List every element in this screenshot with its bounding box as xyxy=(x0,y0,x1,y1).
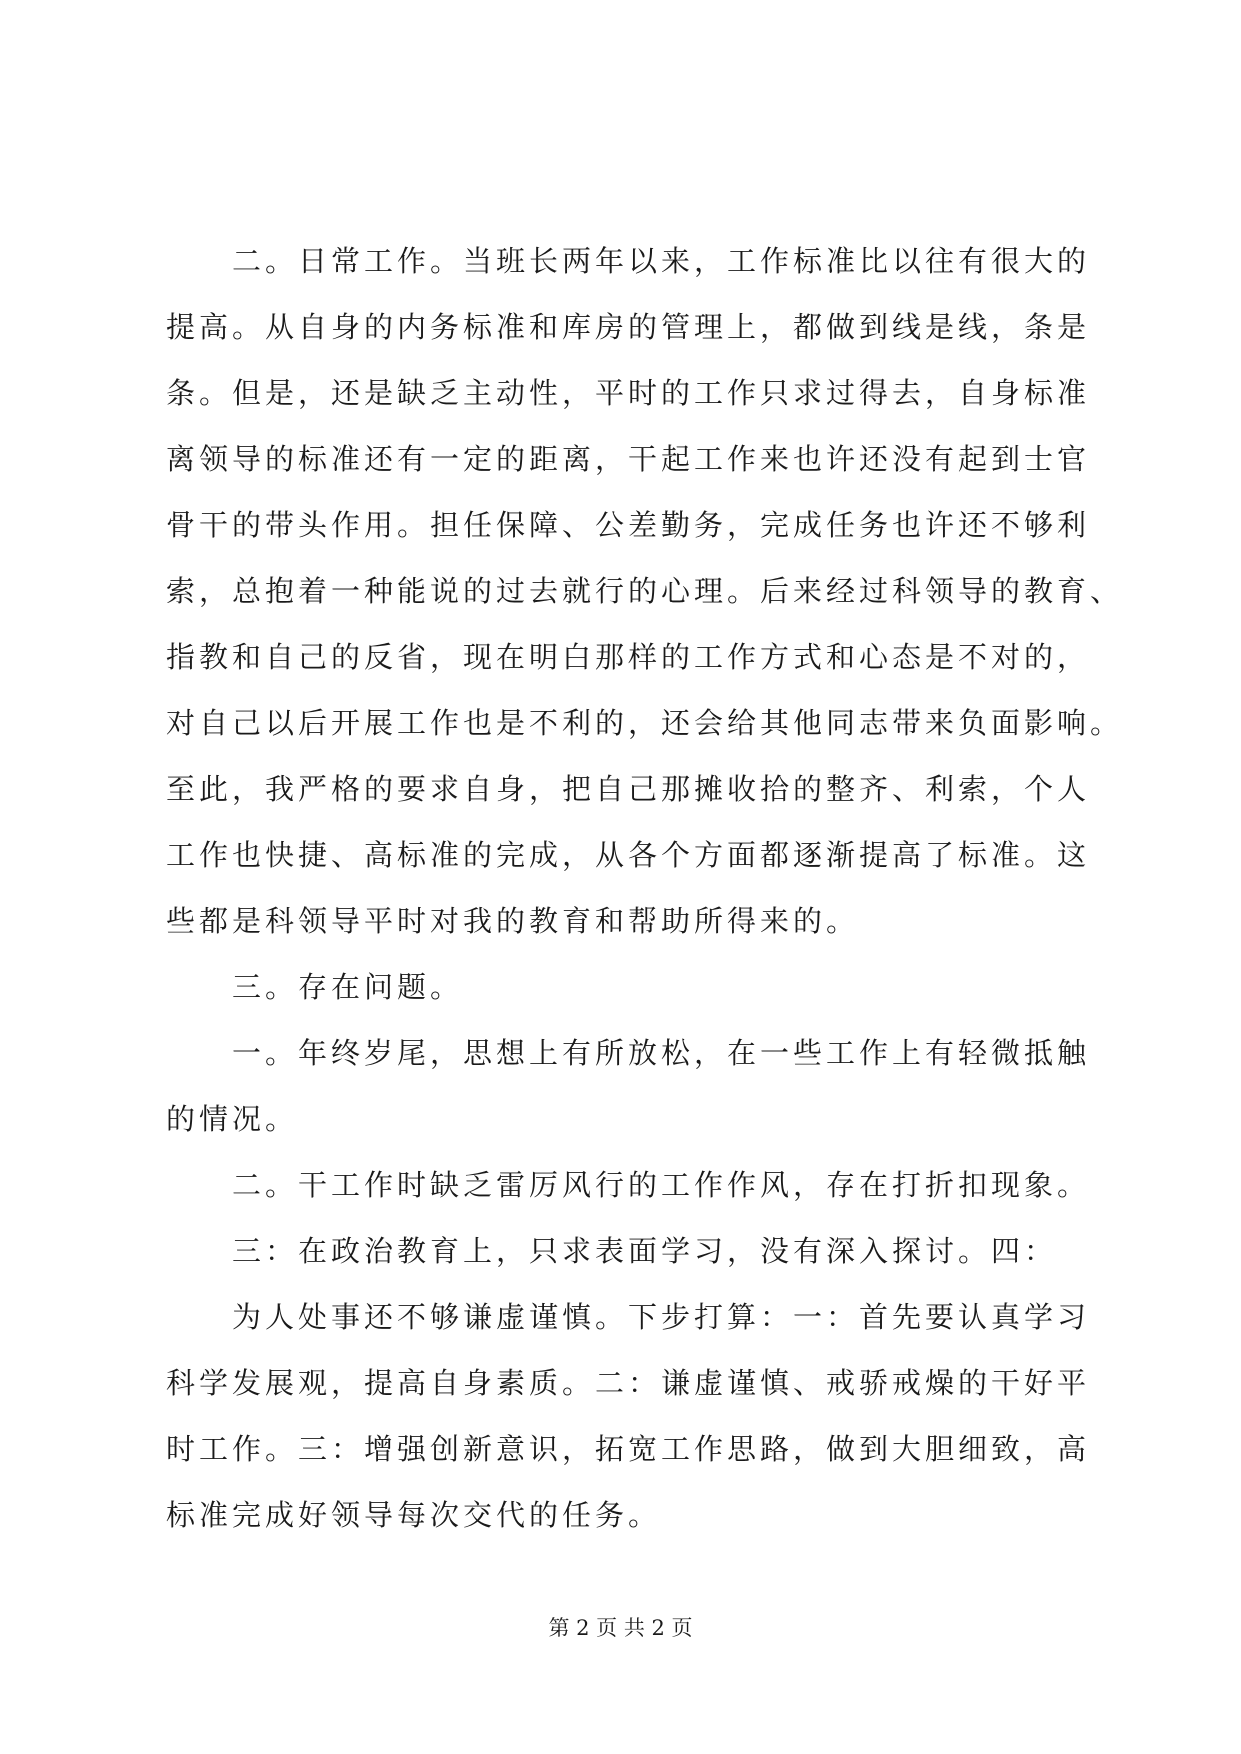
text-line: 对自己以后开展工作也是不利的，还会给其他同志带来负面影响。 xyxy=(166,706,1124,740)
text-line: 离领导的标准还有一定的距离，干起工作来也许还没有起到士官 xyxy=(166,442,1091,476)
text-line: 的情况。 xyxy=(166,1102,299,1136)
text-line: 标准完成好领导每次交代的任务。 xyxy=(166,1498,662,1532)
text-line: 指教和自己的反省，现在明白那样的工作方式和心态是不对的， xyxy=(166,640,1091,674)
text-line: 至此，我严格的要求自身，把自己那摊收拾的整齐、利索，个人 xyxy=(166,772,1091,806)
text-line: 骨干的带头作用。担任保障、公差勤务，完成任务也许还不够利 xyxy=(166,508,1091,542)
text-line: 工作也快捷、高标准的完成，从各个方面都逐渐提高了标准。这 xyxy=(166,838,1091,872)
text-line: 为人处事还不够谦虚谨慎。下步打算：一：首先要认真学习 xyxy=(232,1300,1091,1334)
text-line: 些都是科领导平时对我的教育和帮助所得来的。 xyxy=(166,904,860,938)
text-line: 条。但是，还是缺乏主动性，平时的工作只求过得去，自身标准 xyxy=(166,376,1091,410)
text-line: 一。年终岁尾，思想上有所放松，在一些工作上有轻微抵触 xyxy=(232,1036,1091,1070)
text-line: 科学发展观，提高自身素质。二：谦虚谨慎、戒骄戒燥的干好平 xyxy=(166,1366,1091,1400)
text-line: 二。干工作时缺乏雷厉风行的工作作风，存在打折扣现象。 xyxy=(232,1168,1091,1202)
document-body xyxy=(166,228,1124,1548)
text-line: 时工作。三：增强创新意识，拓宽工作思路，做到大胆细致，高 xyxy=(166,1432,1091,1466)
page-number-footer: 第 2 页 共 2 页 xyxy=(548,1616,693,1640)
text-line: 三：在政治教育上，只求表面学习，没有深入探讨。四： xyxy=(232,1234,1058,1268)
text-line: 提高。从自身的内务标准和库房的管理上，都做到线是线，条是 xyxy=(166,310,1091,344)
text-line: 索，总抱着一种能说的过去就行的心理。后来经过科领导的教育、 xyxy=(166,574,1124,608)
section-heading: 三。存在问题。 xyxy=(232,970,464,1004)
text-line: 二。日常工作。当班长两年以来，工作标准比以往有很大的 xyxy=(232,244,1091,278)
